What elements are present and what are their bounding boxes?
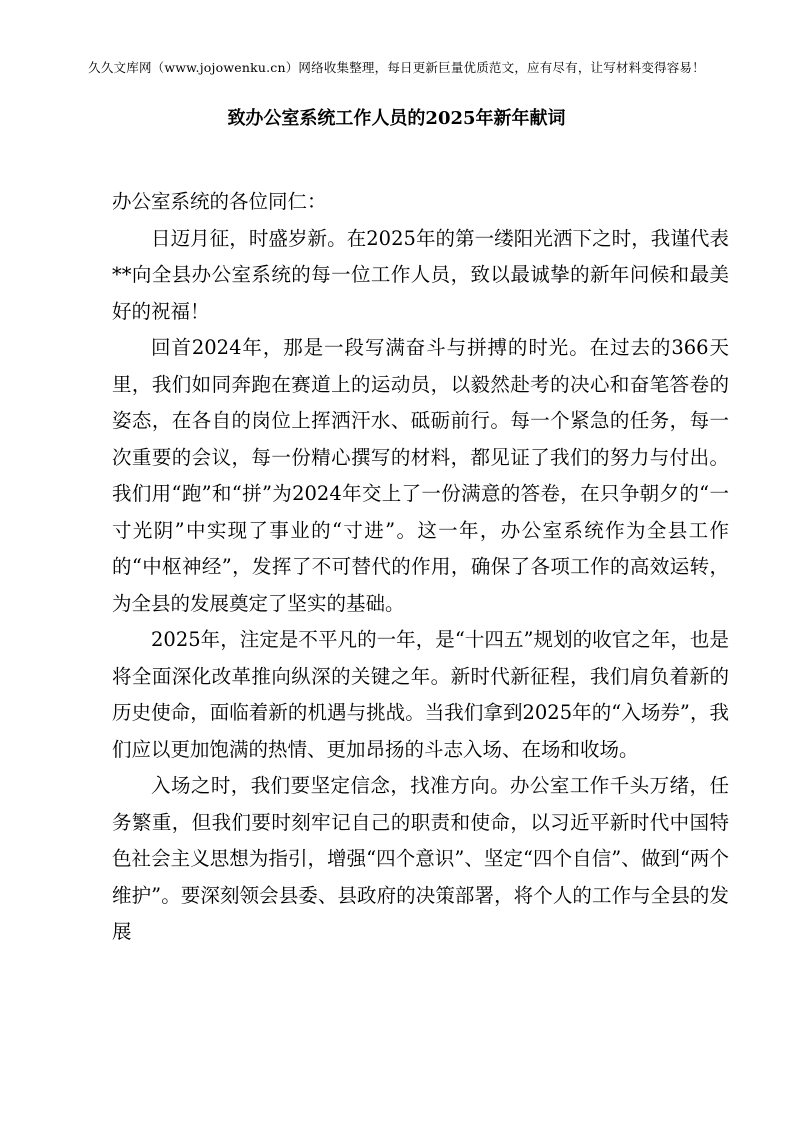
page-header: 久久文库网（www.jojowenku.cn）网络收集整理，每日更新巨量优质范文，应有尽有，让写材料变得容易！: [88, 60, 705, 75]
paragraph: 入场之时，我们要坚定信念，找准方向。办公室工作千头万绪，任务繁重，但我们要时刻牢记自己的职责和使命，以习近平新时代中国特色社会主义思想为指引，增强“四个意识”、坚定“四个自信”、做到“两个维护”。要深刻领会县委、县政府的决策部署，将个人的工作与全县的发展: [112, 774, 729, 943]
paragraph: 回首2024年，那是一段写满奋斗与拼搏的时光。在过去的366天里，我们如同奔跑在赛道上的运动员，以毅然赴考的决心和奋笔答卷的姿态，在各自的岗位上挥洒汗水、砥砺前行。每一个紧急的任务，每一次重要的会议，每一份精心撰写的材料，都见证了我们的努力与付出。我们用“跑”和“拼”为2024年交上了一份满意的答卷，在只争朝夕的“一寸光阴”中实现了事业的“寸进”。这一年，办公室系统作为全县工作的“中枢神经”，发挥了不可替代的作用，确保了各项工作的高效运转，为全县的发展奠定了坚实的基础。: [112, 336, 729, 615]
paragraph: 日迈月征，时盛岁新。在2025年的第一缕阳光洒下之时，我谨代表**向全县办公室系统的每一位工作人员，致以最诚挚的新年问候和最美好的祝福！: [112, 226, 729, 323]
document-body: [112, 184, 729, 951]
paragraph: 2025年，注定是不平凡的一年，是“十四五”规划的收官之年，也是将全面深化改革推向纵深的关键之年。新时代新征程，我们肩负着新的历史使命，面临着新的机遇与挑战。当我们拿到2025年的“入场券”，我们应以更加饱满的热情、更加昂扬的斗志入场、在场和收场。: [112, 628, 729, 761]
document-title: 致办公室系统工作人员的2025年新年献词: [227, 108, 566, 129]
salutation: 办公室系统的各位同仁：: [112, 190, 327, 213]
